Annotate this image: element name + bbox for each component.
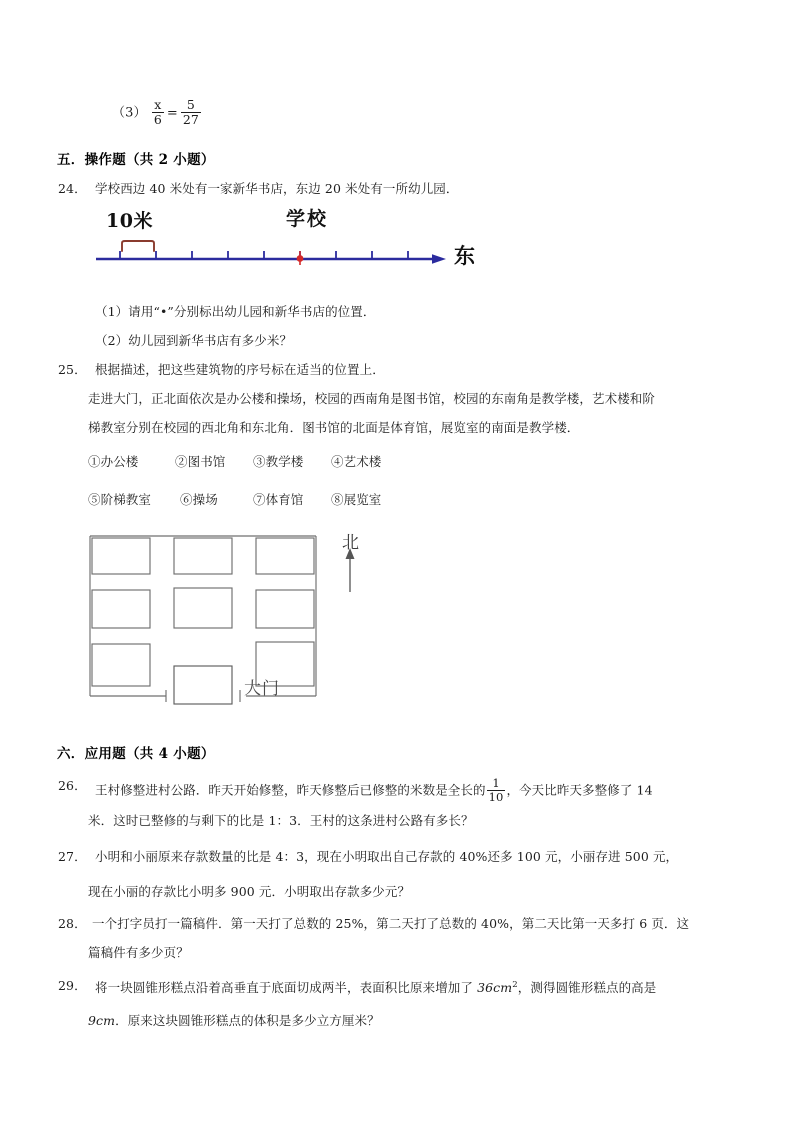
question-29-exponent: 2 [512,980,518,990]
question-27-number: 27． [58,849,87,864]
question-25-stem: 根据描述，把这些建筑物的序号标在适当的位置上． [95,362,385,377]
question-26-fraction-numerator: 1 [487,777,506,791]
choice-2: ②图书馆 [175,454,226,469]
question-29-math-36cm: 36cm [477,980,513,996]
section-heading-six: 六．应用题（共 4 小题） [57,746,215,762]
number-line-unit-label: 10米 [106,210,153,232]
choice-5: ⑤阶梯教室 [88,492,152,507]
question-24-number: 24． [58,181,87,196]
fraction-right-denominator: 27 [182,112,199,127]
equation-item-label: （3） [112,105,147,121]
question-28-line-2: 篇稿件有多少页？ [88,945,189,960]
number-line-school-label: 学校 [286,208,329,230]
question-26-text-a: 王村修整进村公路．昨天开始修整，昨天修整后已修整的米数是全长的 [95,782,486,798]
map-north-label: 北 [342,533,359,553]
fraction-left-denominator: 6 [153,112,162,127]
choice-7: ⑦体育馆 [253,492,304,507]
fraction-left [152,98,164,127]
question-25-body-line-2: 梯教室分别在校园的西北角和东北角．图书馆的北面是体育馆，展览室的南面是教学楼． [88,420,580,435]
section-heading-five: 五．操作题（共 2 小题） [57,152,215,168]
question-29-text-b: ，测得圆锥形糕点的高是 [517,980,657,996]
question-29-line-2 [88,1012,380,1029]
equals-sign: = [166,105,178,121]
question-24-sub2: （2）幼儿园到新华书店有多少米？ [95,333,293,348]
question-25-body-line-1: 走进大门，正北面依次是办公楼和操场，校园的西南角是图书馆，校园的东南角是教学楼，艺术楼和阶 [88,391,656,406]
choice-3: ③教学楼 [253,454,304,469]
question-26-number: 26． [58,778,87,793]
question-28-number: 28． [58,916,87,931]
fraction-left-numerator: x [152,98,164,113]
question-25-number: 25． [58,362,87,377]
question-26-fraction-denominator: 10 [488,789,504,804]
equation-item-3 [112,98,202,127]
question-28-line-1: 一个打字员打一篇稿件．第一天打了总数的 25%，第二天打了总数的 40%，第二天比第一天多打 6 页．这 [92,916,690,931]
question-26-line-2: 米．这时已整修的与剩下的比是 1：3．王村的这条进村公路有多长？ [88,813,474,828]
choice-4: ④艺术楼 [331,454,382,469]
fraction-right-numerator: 5 [181,98,201,113]
choice-6: ⑥操场 [180,492,218,507]
map-gate-label: 大门 [244,679,280,699]
question-24-sub1: （1）请用“•”分别标出幼儿园和新华书店的位置． [95,304,376,319]
choice-8: ⑧展览室 [331,492,382,507]
number-line-unit-brace [120,238,190,252]
question-26-text-b: ，今天比昨天多整修了 14 [506,782,653,798]
school-map-svg [78,524,398,719]
question-24-stem: 学校西边 40 米处有一家新华书店，东边 20 米处有一所幼儿园． [95,181,459,196]
question-26-line-1 [95,777,653,804]
question-29-text-c: ．原来这块圆锥形糕点的体积是多少立方厘米？ [115,1013,380,1028]
question-27-line-1: 小明和小丽原来存款数量的比是 4：3，现在小明取出自己存款的 40%还多 100 元，小丽存进 500 元， [95,849,679,864]
fraction-right [181,98,201,127]
question-29-number: 29． [58,978,87,993]
number-line-east-label: 东 [454,243,475,268]
number-line-diagram [96,208,496,280]
school-map-diagram [78,524,398,719]
question-26-fraction [487,777,506,804]
choice-1: ①办公楼 [88,454,139,469]
question-27-line-2: 现在小丽的存款比小明多 900 元．小明取出存款多少元？ [88,884,411,899]
question-29-line-1 [95,977,656,996]
question-29-text-a: 将一块圆锥形糕点沿着高垂直于底面切成两半，表面积比原来增加了 [95,980,478,996]
question-29-math-9cm: 9cm [88,1013,116,1028]
